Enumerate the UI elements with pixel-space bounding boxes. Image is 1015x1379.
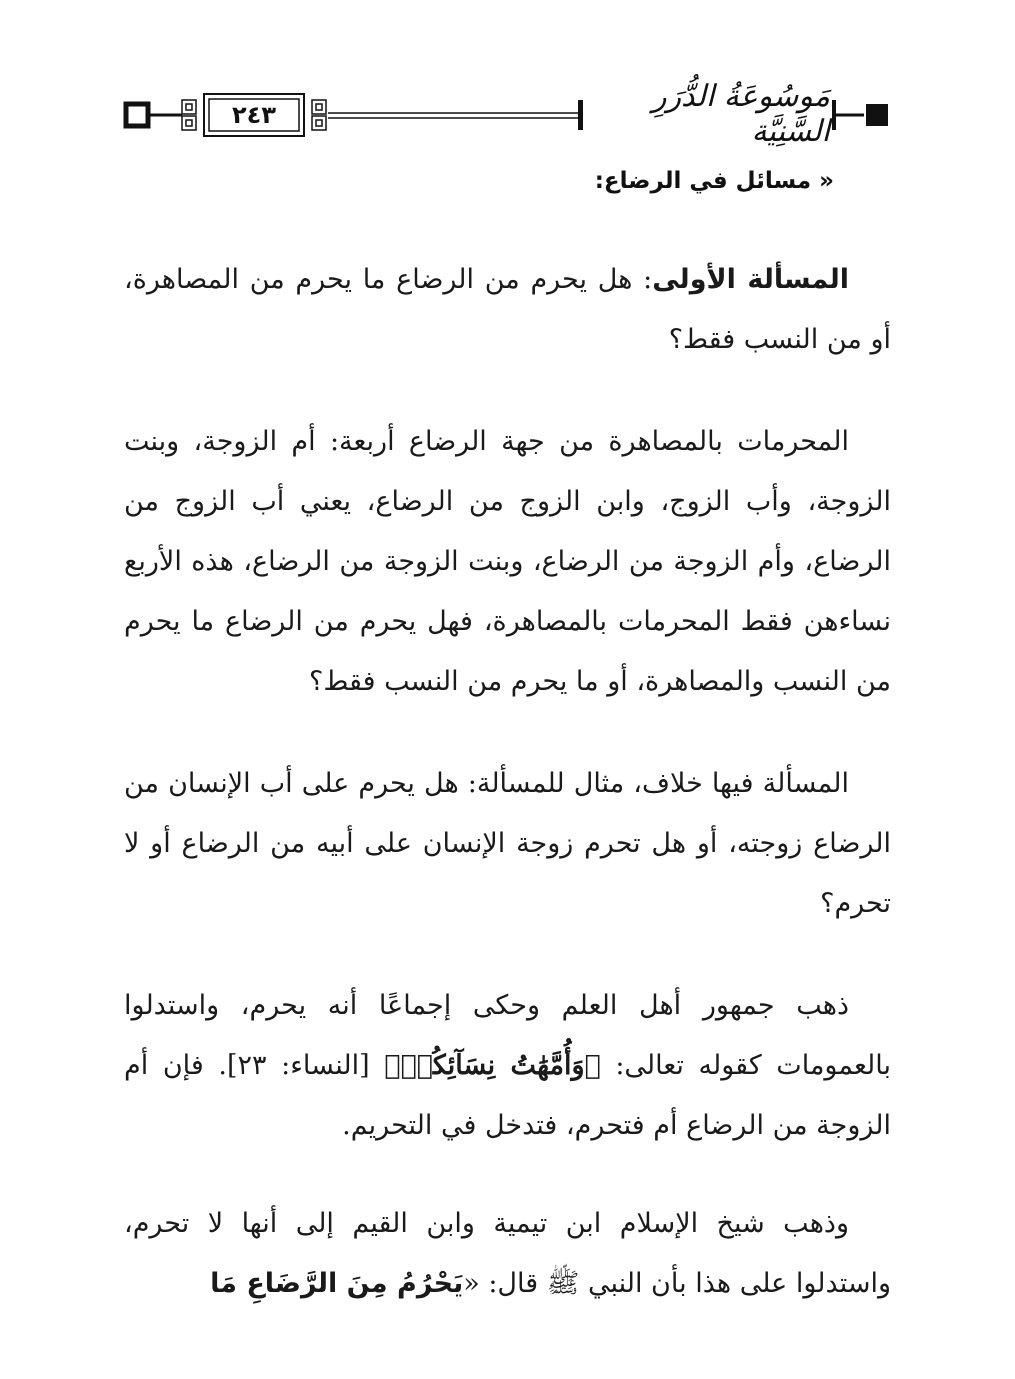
brand-title: مَوسُوعَةُ الدُّرَرِ السَّنِيَّة [652,79,830,149]
paragraph: المحرمات بالمصاهرة من جهة الرضاع أربعة: أم الزوجة، وبنت الزوجة، وأب الزوج، وابن الزوج من الرضاع، يعني أب الزوج من الرضاع، وأم الزوجة من الرضاع، وبنت الزوجة من الرضاع، هذه الأربع نساءهن فقط المحرمات بالمصاهرة، فهل يحرم من الرضاع ما يحرم من النسب والمصاهرة، أو ما يحرم من النسب فقط؟ [124,426,891,697]
question-label: المسألة الأولى [652,264,849,295]
paragraph: وذهب شيخ الإسلام ابن تيمية وابن القيم إلى أنها لا تحرم، واستدلوا على هذا بأن النبي ﷺ قال: «يَحْرُمُ مِنَ الرَّضَاعِ مَا [124,1208,891,1299]
right-square-ornament [866,104,888,126]
right-knot-ornament [312,100,326,130]
left-square-ornament [126,104,148,126]
page-header [120,79,890,149]
paragraph: ذهب جمهور أهل العلم وحكى إجماعًا أنه يحرم، واستدلوا بالعمومات كقوله تعالى: ﴿وَأُمَّهَٰتُ نِسَآئِكُمۡ﴾ [النساء: ٢٣]. فإن أم الزوجة من الرضاع أم فتحرم، فتدخل في التحريم. [124,990,891,1141]
page-content [124,250,891,1356]
page-number: ٢٤٣ [232,101,276,129]
left-knot-ornament [182,100,196,130]
paragraph: المسألة فيها خلاف، مثال للمسألة: هل يحرم على أب الإنسان من الرضاع زوجته، أو هل تحرم زوجة الإنسان على أبيه من الرضاع أو لا تحرم؟ [124,768,891,919]
hadith-text: يَحْرُمُ مِنَ الرَّضَاعِ مَا [210,1268,464,1299]
quran-verse: ﴿وَأُمَّهَٰتُ نِسَآئِكُمۡ﴾ [384,1050,601,1081]
section-heading: « مسائل في الرضاع: [594,168,834,194]
paragraph: المسألة الأولى: هل يحرم من الرضاع ما يحرم من المصاهرة، أو من النسب فقط؟ [124,264,891,355]
